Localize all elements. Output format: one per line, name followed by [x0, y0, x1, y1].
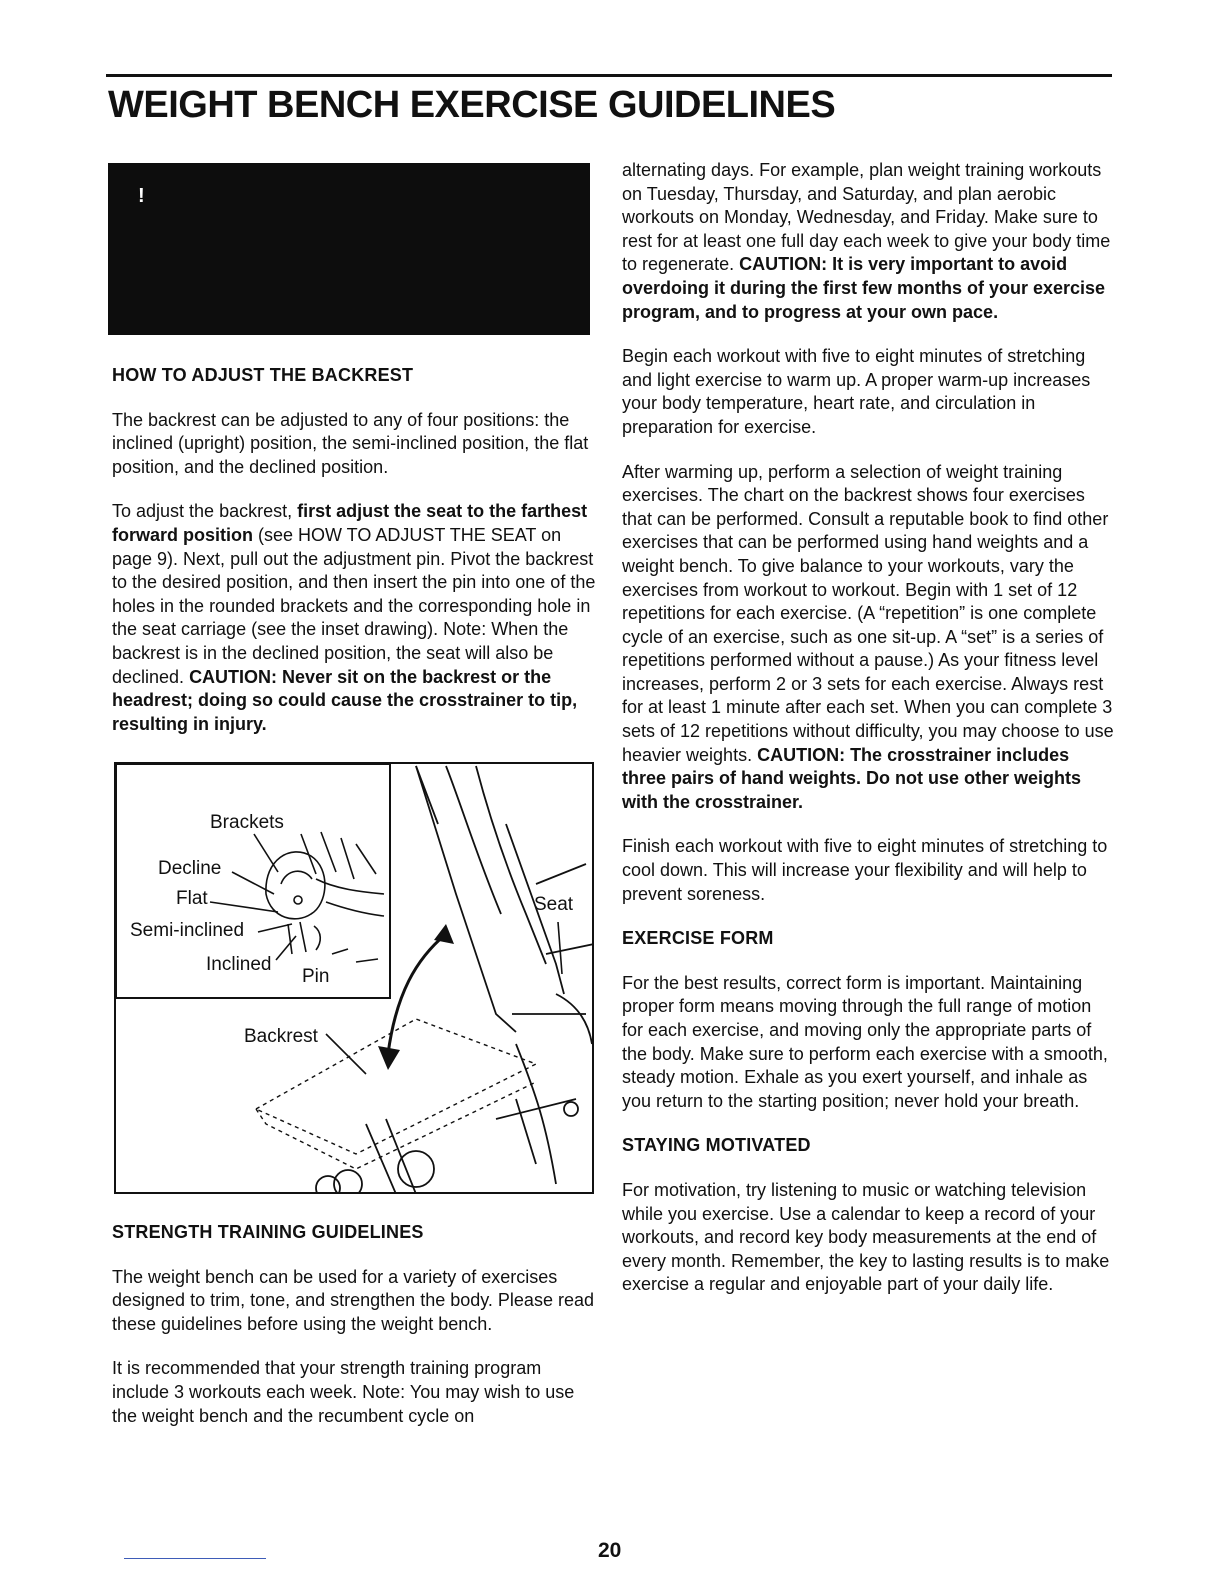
right-paragraph-1	[622, 159, 1116, 324]
arrow-head-bottom	[378, 1046, 400, 1070]
right-paragraph-4: Finish each workout with five to eight minutes of stretching to cool down. This will increase your flexibility and will help to prevent soreness.	[622, 836, 1108, 904]
exercise-form-text: For the best results, correct form is important. Maintaining proper form means moving through the full range of motion for each exercise, and moving only the appropriate parts of the body. Make sure to perform each exercise with a smooth, steady motion. Exhale as you exert yourself, and inhale as you return to the starting position; never hold your breath.	[622, 972, 1108, 1111]
backrest-diagram	[114, 762, 594, 1194]
warning-panel	[108, 163, 590, 335]
backrest-heading: HOW TO ADJUST THE BACKREST	[112, 365, 414, 385]
backrest-section	[112, 364, 600, 757]
backrest-p2-emphasis: first adjust the seat to the farthest forward position	[112, 501, 588, 545]
label-backrest: Backrest	[244, 1026, 318, 1047]
bench-frame	[416, 766, 594, 1184]
exercise-form-heading: EXERCISE FORM	[622, 928, 774, 949]
strength-heading: STRENGTH TRAINING GUIDELINES	[112, 1222, 424, 1242]
strength-paragraph-1: The weight bench can be used for a variety of exercises designed to trim, tone, and strengthen the body. Please read these guidelines before using the weight bench.	[112, 1266, 594, 1334]
bench-drawing	[116, 764, 594, 1194]
page-title: WEIGHT BENCH EXERCISE GUIDELINES	[108, 84, 836, 126]
strength-section	[112, 1221, 600, 1449]
right-paragraph-3	[622, 461, 1116, 815]
right-paragraph-2: Begin each workout with five to eight minutes of stretching and light exercise to warm up. A proper warm-up increases your body temperature, heart rate, and circulation in preparation for exercise.	[622, 346, 1091, 437]
right-p1-text: alternating days. For example, plan weight training workouts on Tuesday, Thursday, and Saturday, and plan aerobic workouts on Monday, Wednesday, and Friday. Make sure to rest for at least one full day each week to give your body time to regenerate.	[622, 160, 1111, 275]
warning-exclamation-icon: !	[138, 185, 145, 207]
bench-base	[316, 1099, 578, 1194]
label-pin: Pin	[302, 966, 330, 987]
backrest-p2-body: (see HOW TO ADJUST THE SEAT on page 9). Next, pull out the adjustment pin. Pivot the backrest to the desired position, and then insert the pin into one of the holes in the rounded brackets and the corresponding hole in the seat carriage (see the inset drawing). Note: When the backrest is in the declined position, the seat will also be declined.	[112, 524, 596, 687]
right-column	[622, 159, 1116, 1318]
page-number: 20	[598, 1539, 622, 1562]
footer-line	[124, 1558, 266, 1559]
label-semi-inclined: Semi-inclined	[130, 920, 245, 941]
seat-leader	[558, 922, 562, 974]
staying-motivated-heading: STAYING MOTIVATED	[622, 1135, 811, 1156]
rotation-arrow	[388, 934, 446, 1054]
label-decline: Decline	[158, 858, 222, 879]
label-brackets: Brackets	[210, 812, 284, 833]
label-flat: Flat	[176, 888, 208, 909]
right-p1-caution: CAUTION: It is very important to avoid overdoing it during the first few months of your exercise program, and to progress at your own pace.	[622, 254, 1106, 322]
backrest-caution: CAUTION: Never sit on the backrest or the headrest; doing so could cause the crosstrainer to tip, resulting in injury.	[112, 666, 578, 734]
backrest-leader	[326, 1034, 366, 1074]
strength-paragraph-2: It is recommended that your strength training program include 3 workouts each week. Note: You may wish to use the weight bench and the recumbent cycle on	[112, 1358, 575, 1426]
backrest-paragraph-1: The backrest can be adjusted to any of four positions: the inclined (upright) position, the semi-inclined position, the flat position, and the declined position.	[112, 409, 589, 477]
staying-motivated-text: For motivation, try listening to music or watching television while you exercise. Use a calendar to keep a record of your workouts, and record key body measurements at the end of every month. Remember, the key to lasting results is to make exercise a regular and enjoyable part of your daily life.	[622, 1179, 1110, 1295]
right-p3-text: After warming up, perform a selection of weight training exercises. The chart on the backrest shows four exercises that can be performed. Consult a reputable book to find other exercises that can be performed using hand weights and a weight bench. To give balance to your workouts, vary the exercises from workout to workout. Begin with 1 set of 12 repetitions for each exercise. (A “repetition” is one complete cycle of an exercise, such as one sit-up. A “set” is a series of repetitions performed without a pause.) As your fitness level increases, perform 2 or 3 sets for each exercise. Always rest for at least 1 minute after each set. When you can complete 3 sets of 12 repetitions without difficulty, you may choose to use heavier weights.	[622, 461, 1114, 765]
right-p3-caution: CAUTION: The crosstrainer includes three pairs of hand weights. Do not use other weights with the crosstrainer.	[622, 744, 1082, 812]
backrest-paragraph-2	[112, 500, 600, 736]
top-rule	[106, 74, 1112, 77]
label-inclined: Inclined	[206, 954, 272, 975]
label-seat: Seat	[534, 894, 574, 915]
backrest-p2-intro: To adjust the backrest,	[112, 501, 298, 522]
